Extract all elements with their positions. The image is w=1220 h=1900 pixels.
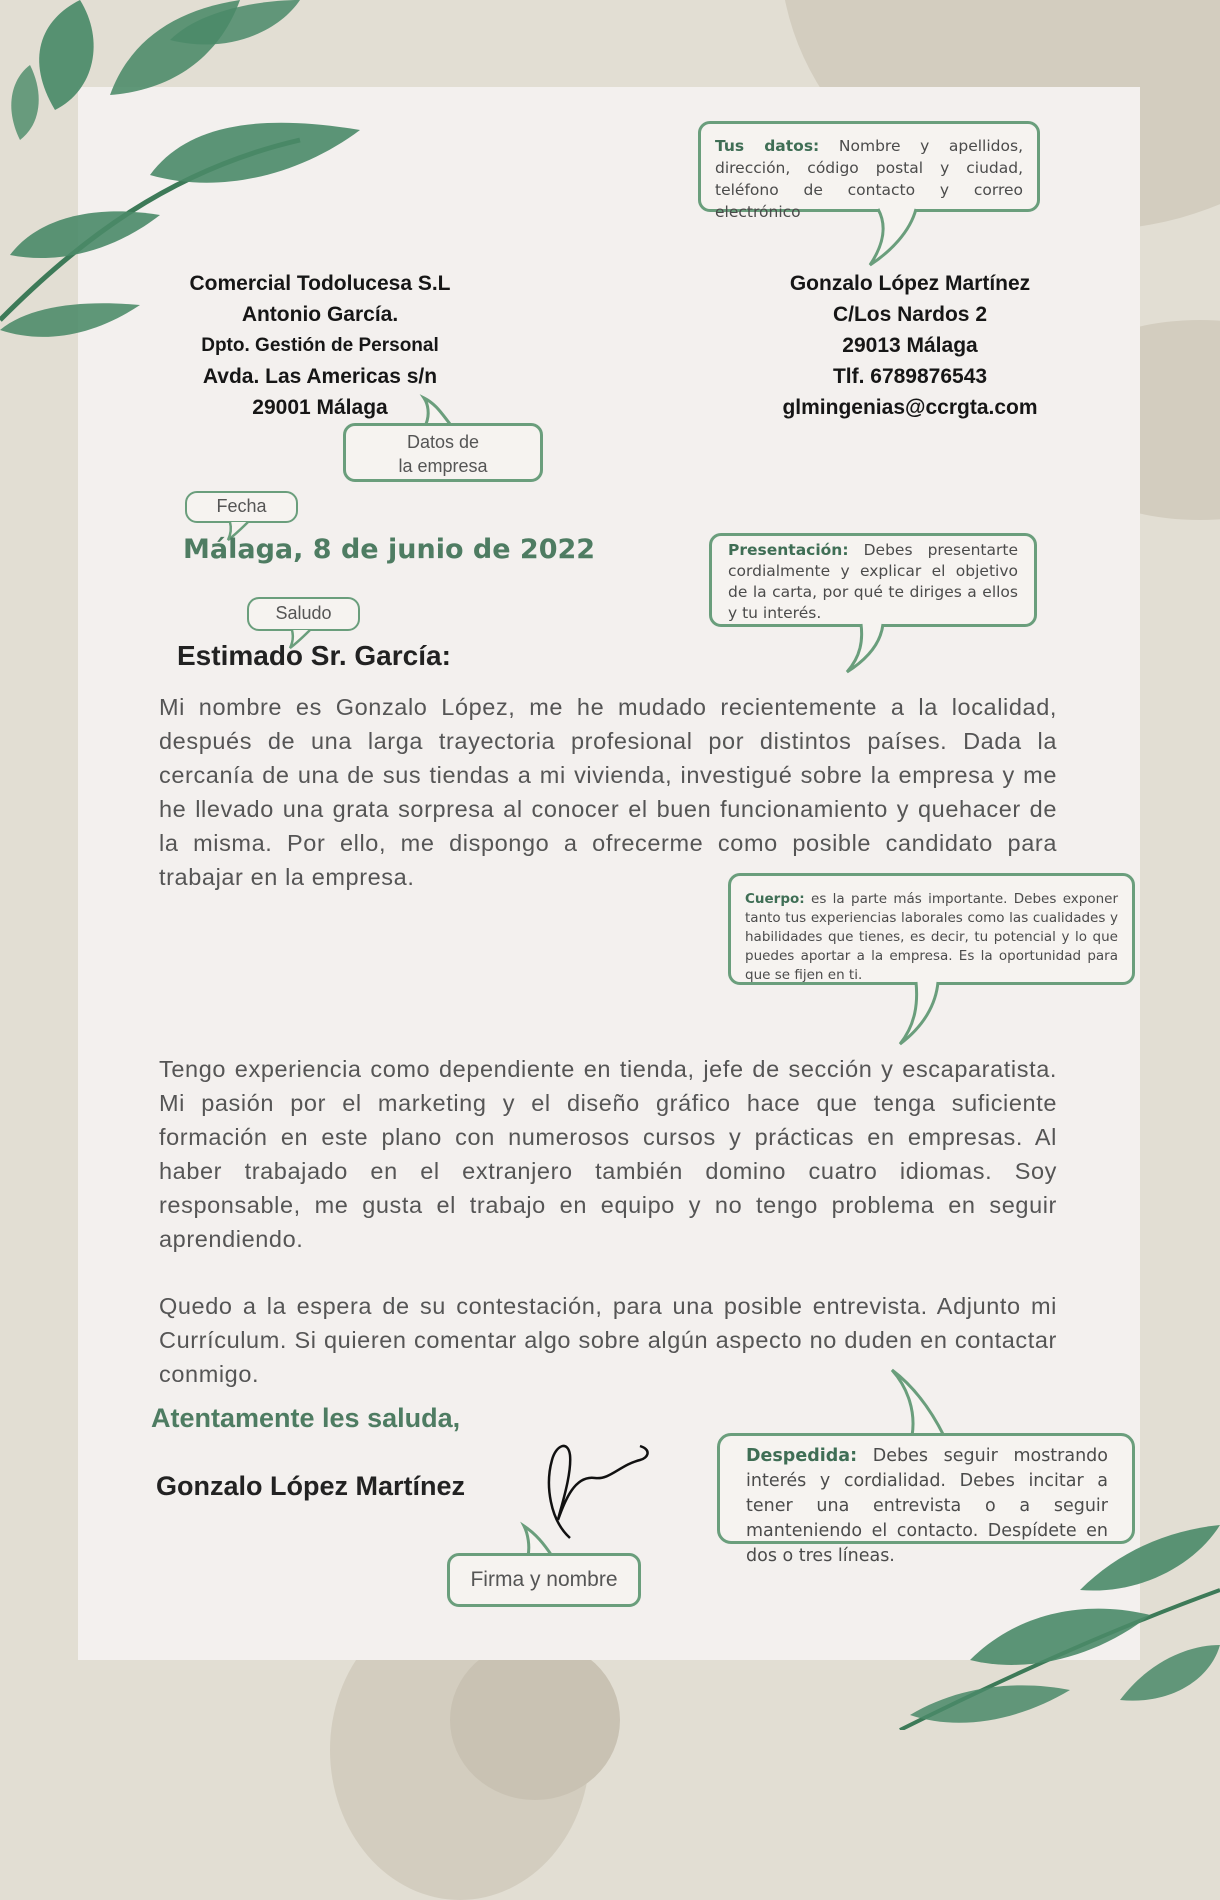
note-saludo <box>247 597 360 631</box>
company-city: 29001 Málaga <box>252 396 388 419</box>
note-despedida-text: Debes seguir mostrando interés y cordialidad. Debes incitar a tener una entrevista o a seguir manteniendo el contacto. Despídete en dos o tres líneas. <box>746 1446 1108 1566</box>
note-presentacion-tail <box>843 622 893 674</box>
letter-paragraph-2: Tengo experiencia como dependiente en tienda, jefe de sección y escaparatista. Mi pasión por el marketing y el diseño gráfico hace que tenga suficiente formación en este plano con numerosos cursos y prácticas en empresas. Al haber trabajado en el extranjero también domino cuatro idiomas. Soy responsable, me gusta el trabajo en equipo y no tengo problema en seguir aprendiendo. <box>159 1056 1057 1252</box>
note-despedida <box>717 1433 1135 1566</box>
letter-paragraph-3: Quedo a la espera de su contestación, para una posible entrevista. Adjunto mi Currículum. Si quieren comentar algo sobre algún aspecto no duden en contactar conmigo. <box>159 1293 1057 1387</box>
note-cuerpo-title: Cuerpo: <box>745 891 805 907</box>
signature-name: Gonzalo López Martínez <box>156 1471 466 1501</box>
company-department: Dpto. Gestión de Personal <box>201 335 439 356</box>
letter-greeting: Estimado Sr. García: <box>177 640 451 671</box>
letter-closing: Atentamente les saluda, <box>151 1403 461 1433</box>
note-datos-empresa-line1: Datos de <box>406 432 480 452</box>
note-presentacion-title: Presentación: <box>728 541 849 559</box>
company-address: Avda. Las Americas s/n <box>202 365 438 388</box>
note-firma-label: Firma y nombre <box>470 1568 618 1591</box>
note-presentacion <box>709 533 1037 627</box>
company-contact: Antonio García. <box>241 303 399 326</box>
note-saludo-label: Saludo <box>275 603 332 623</box>
note-firma <box>447 1553 641 1607</box>
note-datos-empresa <box>343 423 543 482</box>
note-tus-datos <box>698 121 1040 221</box>
note-despedida-title: Despedida: <box>746 1446 858 1466</box>
note-cuerpo-text: es la parte más importante. Debes exponer tanto tus experiencias laborales como las cualidades y habilidades que tienes, es decir, tu potencial y lo que puedes aportar a la empresa. Es la oportunidad para que se fijen en ti. <box>745 891 1119 983</box>
note-tus-datos-tail <box>860 207 920 267</box>
note-fecha-label: Fecha <box>216 496 267 516</box>
note-tus-datos-text: Nombre y apellidos, dirección, código postal y ciudad, teléfono de contacto y correo electrónico <box>715 137 1023 221</box>
letter-paragraph-1: Mi nombre es Gonzalo López, me he mudado recientemente a la localidad, después de una larga trayectoria profesional por distintos países. Dada la cercanía de una de sus tiendas a mi vivienda, investigué sobre la empresa y me he llevado una grata sorpresa al conocer el buen funcionamiento y quehacer de la misma. Por ello, me dispongo a ofrecerme como posible candidato para trabajar en la empresa. <box>159 694 1057 890</box>
sender-email: glmingenias@ccrgta.com <box>782 396 1038 419</box>
note-cuerpo <box>728 873 1135 985</box>
note-fecha <box>185 491 298 523</box>
note-datos-empresa-tail <box>420 396 470 426</box>
note-datos-empresa-line2: la empresa <box>398 456 488 476</box>
background-blob-bottom-center <box>450 1640 620 1800</box>
sender-street: C/Los Nardos 2 <box>832 303 988 326</box>
sender-name: Gonzalo López Martínez <box>789 272 1031 295</box>
note-despedida-tail <box>888 1368 948 1438</box>
note-cuerpo-tail <box>896 980 946 1046</box>
note-tus-datos-title: Tus datos: <box>715 137 820 155</box>
sender-city: 29013 Málaga <box>842 334 978 357</box>
sender-block <box>740 268 1080 423</box>
letter-date: Málaga, 8 de junio de 2022 <box>183 534 596 565</box>
note-presentacion-text: Debes presentarte cordialmente y explicar el objetivo de la carta, por qué te diriges a ellos y tu interés. <box>728 541 1018 622</box>
sender-phone: Tlf. 6789876543 <box>832 365 988 388</box>
company-name: Comercial Todolucesa S.L <box>189 272 451 295</box>
